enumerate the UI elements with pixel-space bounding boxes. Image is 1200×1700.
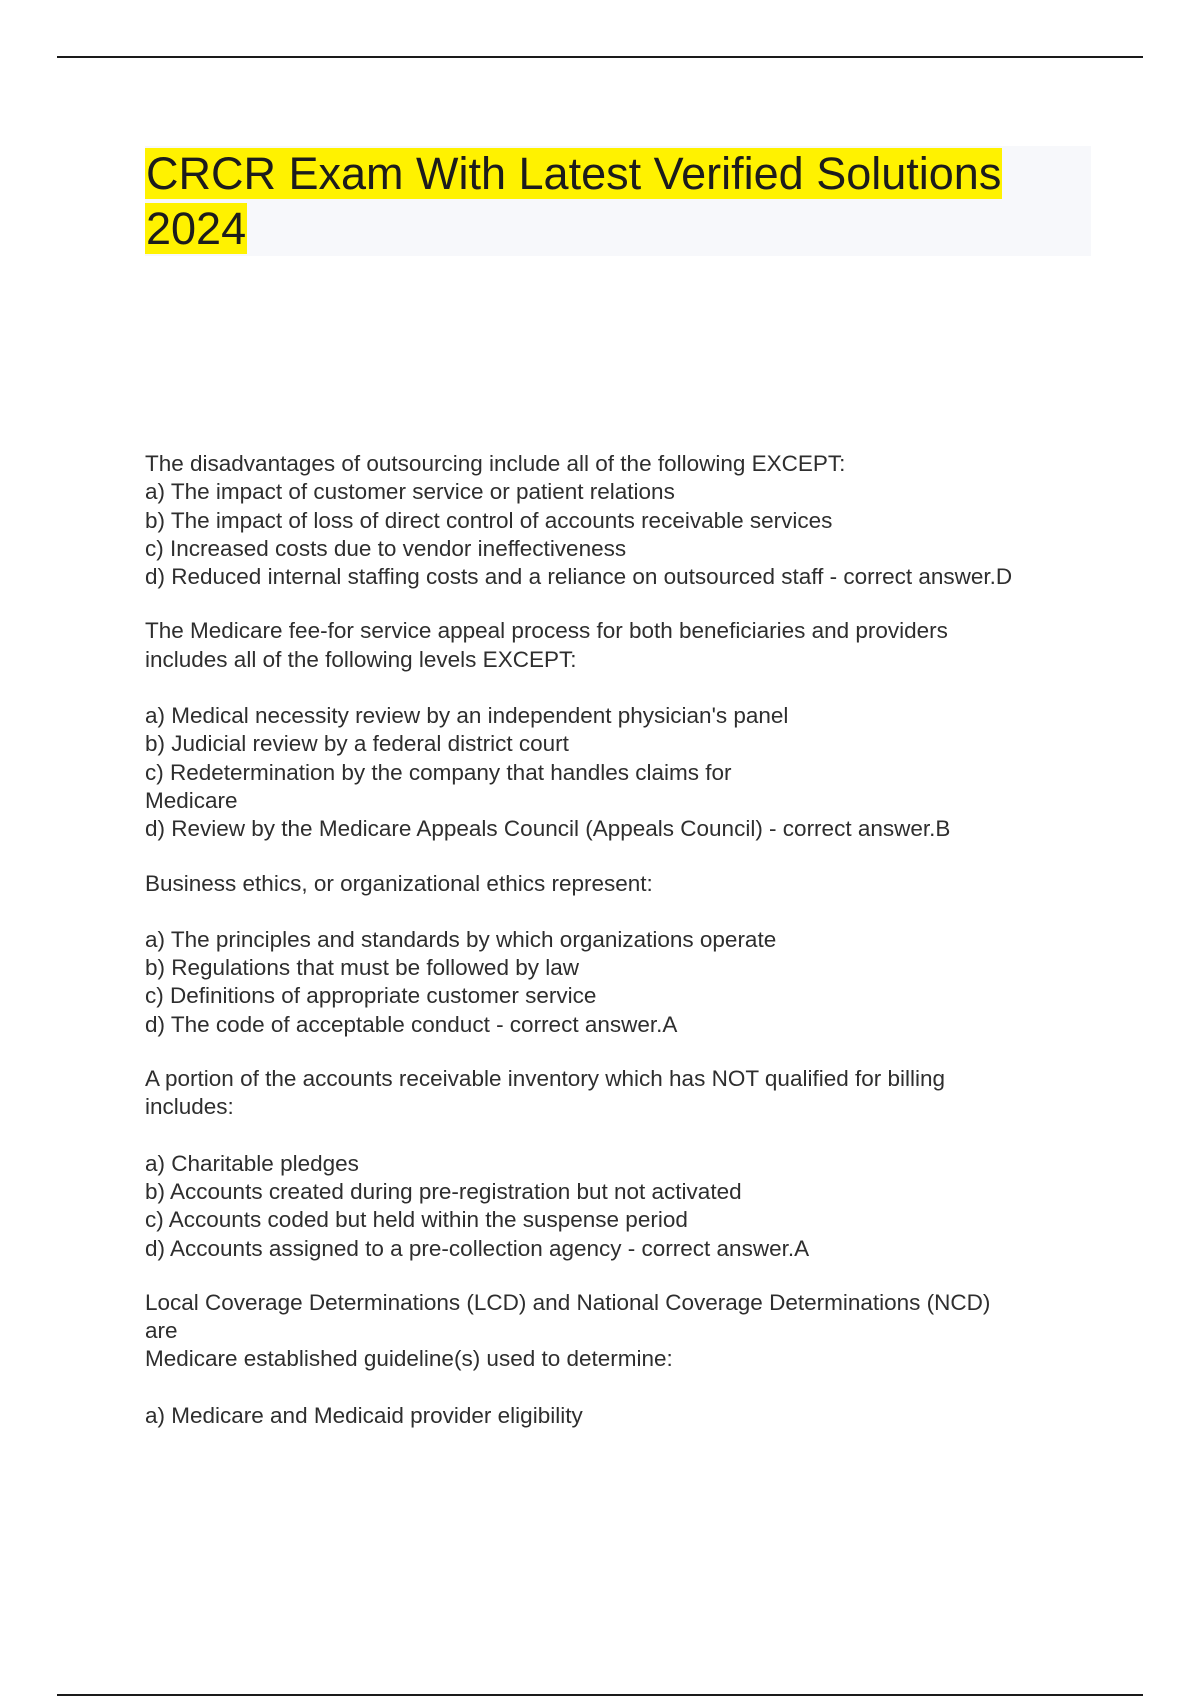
answer-option-b: b) Judicial review by a federal district court	[145, 731, 569, 757]
answer-option-b: b) Accounts created during pre-registration but not activated	[145, 1178, 742, 1204]
question-4	[145, 1065, 1105, 1263]
answer-option-d: d) Reduced internal staffing costs and a reliance on outsourced staff - correct answer.D	[145, 564, 1013, 590]
question-prompt: A portion of the accounts receivable inventory which has NOT qualified for billing includes:	[145, 1066, 946, 1120]
question-prompt: The Medicare fee-for service appeal process for both beneficiaries and providers includes all of the following levels EXCEPT:	[145, 618, 948, 672]
answer-option-a: a) The impact of customer service or patient relations	[145, 479, 675, 505]
question-2	[145, 617, 1105, 843]
spacer	[145, 898, 1105, 926]
answer-option-b: b) The impact of loss of direct control of accounts receivable services	[145, 507, 833, 533]
document-title	[145, 146, 1091, 256]
answer-option-b: b) Regulations that must be followed by law	[145, 955, 579, 981]
spacer	[145, 1374, 1105, 1402]
answer-option-a: a) Medicare and Medicaid provider eligibility	[145, 1402, 583, 1428]
title-highlight: CRCR Exam With Latest Verified Solutions 2024	[146, 148, 1002, 254]
bottom-rule	[57, 1694, 1143, 1696]
answer-option-c: c) Increased costs due to vendor ineffectiveness	[145, 535, 627, 561]
question-5	[145, 1289, 1105, 1430]
question-3	[145, 870, 1105, 1039]
answer-option-a: a) Charitable pledges	[145, 1150, 359, 1176]
answer-option-c: c) Definitions of appropriate customer service	[145, 983, 597, 1009]
answer-option-c: c) Redetermination by the company that handles claims for Medicare	[145, 759, 732, 813]
answer-option-d: d) Accounts assigned to a pre-collection agency - correct answer.A	[145, 1235, 810, 1261]
answer-option-c: c) Accounts coded but held within the suspense period	[145, 1207, 688, 1233]
title-block	[145, 146, 1091, 256]
question-prompt: Business ethics, or organizational ethics represent:	[145, 870, 653, 896]
question-list	[145, 450, 1105, 1456]
question-prompt: The disadvantages of outsourcing include all of the following EXCEPT:	[145, 451, 846, 476]
answer-option-a: a) Medical necessity review by an independent physician's panel	[145, 703, 789, 729]
answer-option-a: a) The principles and standards by which organizations operate	[145, 926, 777, 952]
question-prompt: Local Coverage Determinations (LCD) and National Coverage Determinations (NCD) are Medicare established guideline(s) used to determine:	[145, 1289, 991, 1372]
top-rule	[57, 56, 1143, 58]
spacer	[145, 1122, 1105, 1150]
answer-option-d: d) The code of acceptable conduct - correct answer.A	[145, 1011, 678, 1037]
question-1	[145, 450, 1105, 591]
spacer	[145, 674, 1105, 702]
answer-option-d: d) Review by the Medicare Appeals Council (Appeals Council) - correct answer.B	[145, 816, 951, 842]
